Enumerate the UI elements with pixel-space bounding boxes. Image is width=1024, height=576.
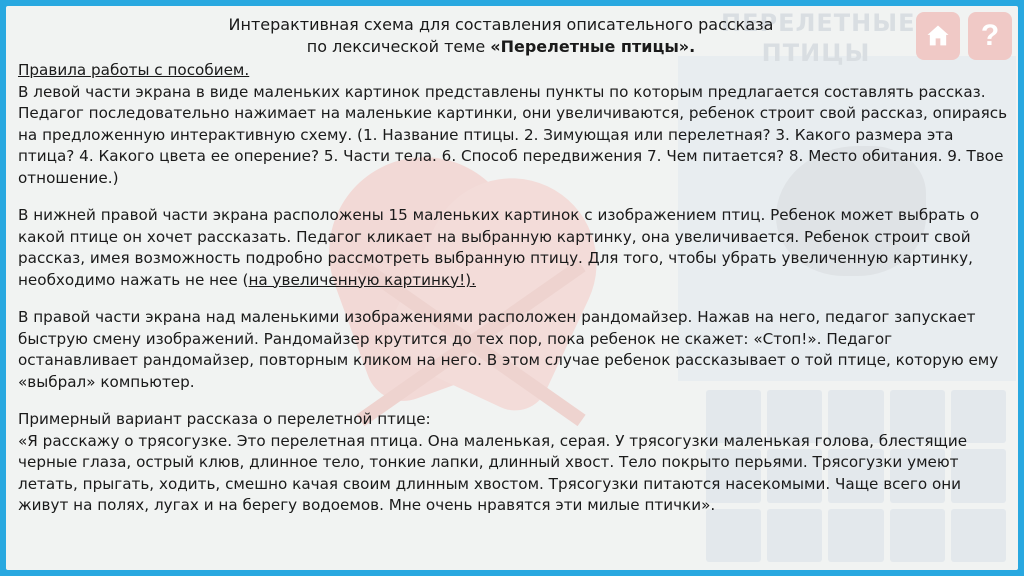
- rules-heading: Правила работы с пособием.: [18, 61, 250, 79]
- title-line-2: [18, 36, 984, 58]
- example-text: «Я расскажу о трясогузке. Это перелетная птица. Она маленькая, серая. У трясогузки маленькая голова, блестящие черные глаза, острый клюв, длинное тело, тонкие лапки, длинный хвост. Тело покрыто перьями. Трясогузки умеют летать, прыгать, ходить, смешно качая своим длинным хвостом. Трясогузки питаются насекомыми. Чаще всего они живут на полях, лугах и на берегу водоемов. Мне очень нравятся эти милые птички».: [18, 431, 968, 514]
- rules-paragraph-2-underlined: на увеличенную картинку!).: [248, 270, 476, 289]
- rules-paragraph-2: [18, 205, 1014, 291]
- rules-paragraph-3: В правой части экрана над маленькими изображениями расположен рандомайзер. Нажав на него, педагог запускает быструю смену изображений. Рандомайзер крутится до тех пор, пока ребенок не скажет: «Стоп!». Педагог останавливает рандомайзер, повторным кликом на него. В этом случае ребенок рассказывает о той птице, которую ему «выбрал» компьютер.: [18, 308, 999, 391]
- title-topic: «Перелетные птицы».: [490, 37, 696, 56]
- rules-paragraph-1: В левой части экрана в виде маленьких картинок представлены пункты по которым предлагается составлять рассказ. Педагог последовательно нажимает на маленькие картинки, они увеличиваются, ребенок строит свой рассказ, опираясь на предложенную интерактивную схему. (1. Название птицы. 2. Зимующая или перелетная? 3. Какого размера эта птица? 4. Какого цвета ее оперение? 5. Части тела. 6. Способ передвижения 7. Чем питается? 8. Место обитания. 9. Твое отношение.): [18, 82, 1008, 187]
- rules-paragraph-2-main: В нижней правой части экрана расположены 15 маленьких картинок с изображением птиц. Ребенок может выбрать о какой птице он хочет рассказать. Педагог кликает на выбранную картинку, она увеличивается. Ребенок строит свой рассказ, имея возможность подробно рассмотреть выбранную птицу. Для того, чтобы убрать увеличенную картинку, необходимо нажать не нее (: [18, 206, 980, 289]
- title-line-2-prefix: по лексической теме: [306, 37, 491, 56]
- page-title: [18, 14, 1014, 58]
- example-story: [18, 409, 1014, 517]
- help-button[interactable]: ?: [968, 12, 1012, 60]
- background-banner-line1: ПЕРЕЛЕТНЫЕ: [721, 9, 916, 37]
- example-heading: Примерный вариант рассказа о перелетной птице:: [18, 410, 431, 428]
- rules-text-block: [18, 14, 1014, 533]
- title-line-1: Интерактивная схема для составления описательного рассказа: [228, 15, 774, 34]
- slide-frame: [6, 6, 1018, 570]
- rules-heading-and-paragraph-1: [18, 60, 1014, 189]
- background-banner-line2: ПТИЦЫ: [761, 39, 871, 67]
